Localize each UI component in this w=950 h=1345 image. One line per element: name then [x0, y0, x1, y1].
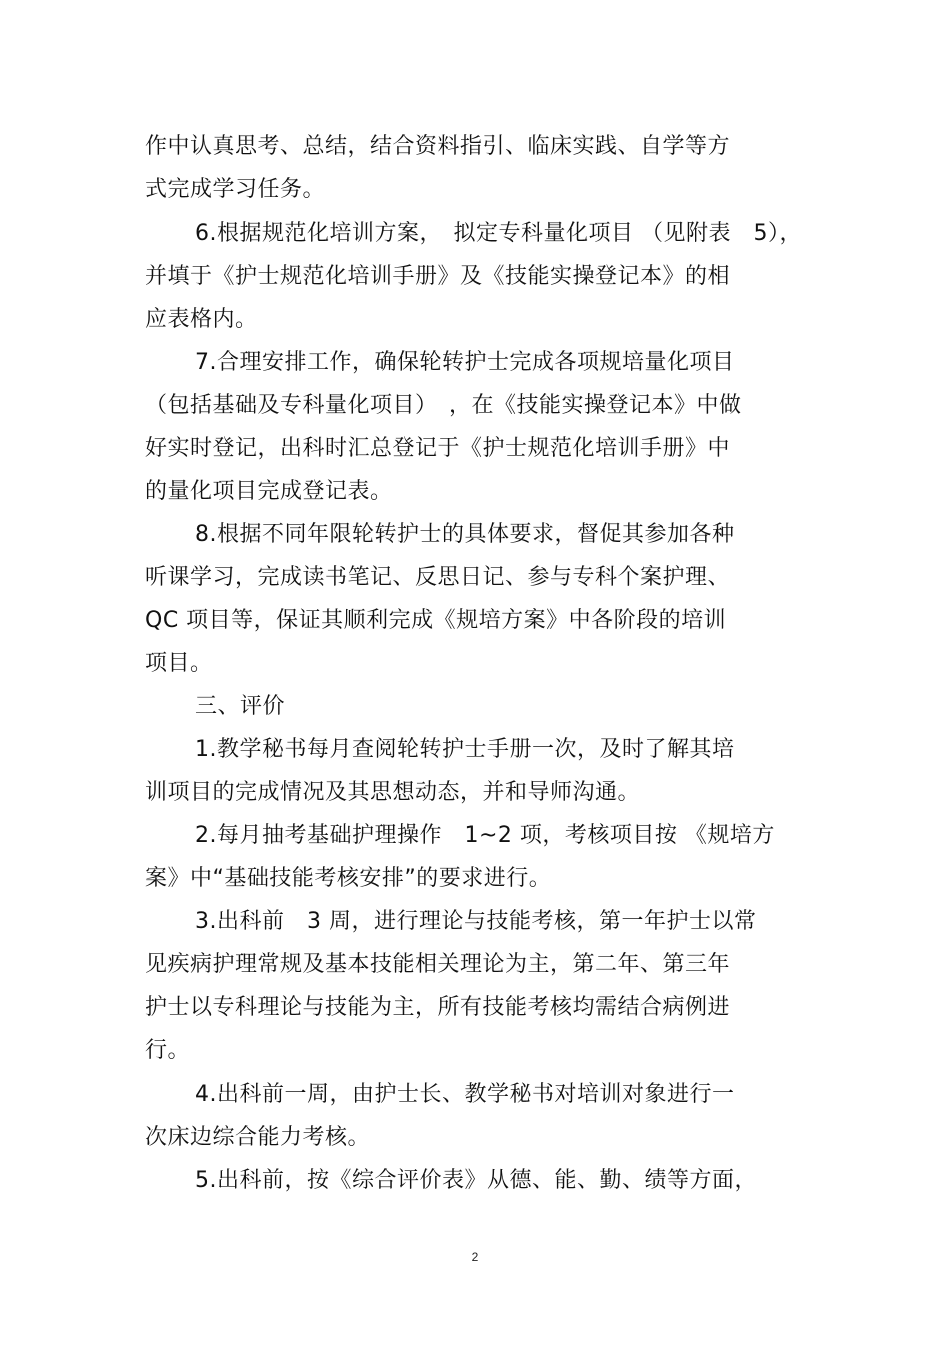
text-line: 的量化项目完成登记表。 — [145, 479, 393, 504]
text-line: 式完成学习任务。 — [145, 177, 326, 202]
text-line: 见疾病护理常规及基本技能相关理论为主，第二年、第三年 — [145, 952, 731, 977]
text-line: 并填于《护士规范化培训手册》及《技能实操登记本》的相 — [145, 264, 731, 289]
text-line: 作中认真思考、总结，结合资料指引、临床实践、自学等方 — [145, 134, 731, 159]
text-line: 6.根据规范化培训方案， 拟定专科量化项目 （见附表 5）， — [195, 221, 802, 246]
text-line: 7.合理安排工作，确保轮转护士完成各项规培量化项目 — [195, 350, 735, 375]
text-line: 1.教学秘书每月查阅轮转护士手册一次，及时了解其培 — [195, 737, 735, 762]
text-line: 次床边综合能力考核。 — [145, 1125, 371, 1150]
text-line: （包括基础及专科量化项目） ，在《技能实操登记本》中做 — [145, 393, 742, 418]
text-line: 4.出科前一周，由护士长、教学秘书对培训对象进行一 — [195, 1082, 735, 1107]
text-line: 听课学习，完成读书笔记、反思日记、参与专科个案护理、 — [145, 565, 731, 590]
text-line: 护士以专科理论与技能为主，所有技能考核均需结合病例进 — [145, 995, 731, 1020]
text-line: 行。 — [145, 1038, 191, 1063]
text-line: 项目。 — [145, 651, 213, 676]
text-line: 5.出科前，按《综合评价表》从德、能、勤、绩等方面， — [195, 1168, 757, 1193]
section-heading: 三、评价 — [195, 694, 286, 719]
page-number: 2 — [471, 1250, 479, 1264]
text-line: 8.根据不同年限轮转护士的具体要求，督促其参加各种 — [195, 522, 735, 547]
text-line: 案》中“基础技能考核安排”的要求进行。 — [145, 866, 552, 891]
text-line: 训项目的完成情况及其思想动态，并和导师沟通。 — [145, 780, 641, 805]
text-line: 应表格内。 — [145, 307, 258, 332]
text-line: 2.每月抽考基础护理操作 1~2 项，考核项目按 《规培方 — [195, 823, 775, 848]
text-line: 好实时登记，出科时汇总登记于《护士规范化培训手册》中 — [145, 436, 731, 461]
text-line: 3.出科前 3 周，进行理论与技能考核，第一年护士以常 — [195, 909, 757, 934]
text-line: QC 项目等，保证其顺利完成《规培方案》中各阶段的培训 — [145, 608, 727, 633]
